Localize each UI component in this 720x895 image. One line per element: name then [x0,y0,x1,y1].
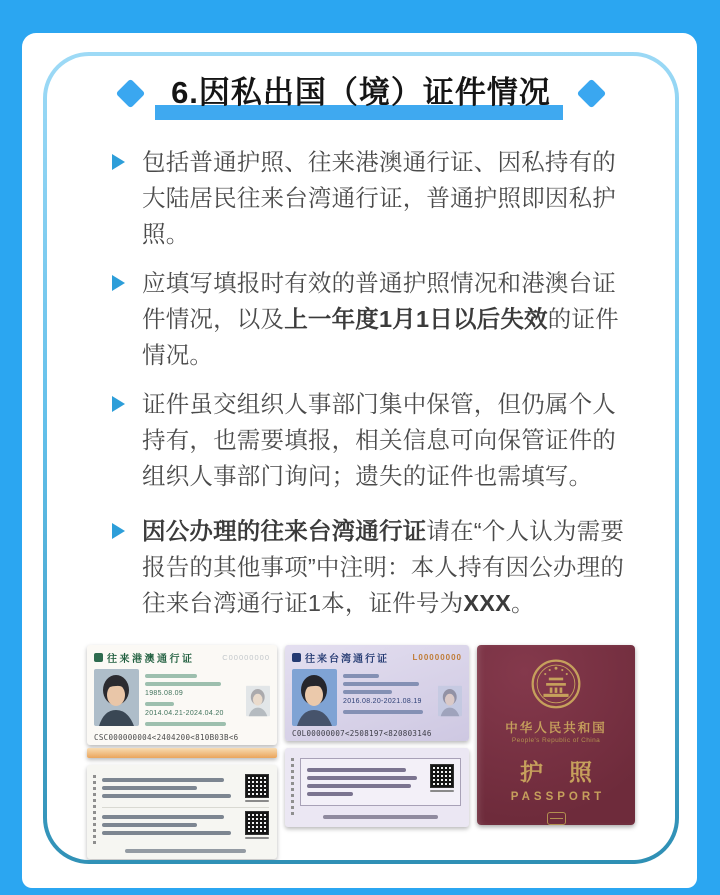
hkmo-permit-image [87,645,277,859]
bullet-text: 的证件情况。 [142,306,619,368]
diamond-icon [577,79,607,109]
bullet-text: 包括普通护照、往来港澳通行证、因私持有的大陆居民往来台湾通行证，普通护照即因私护照。 [142,149,616,247]
hkmo-mrz-line: CSC000000004<2404200<810B03B<6 [94,733,239,742]
vertical-microtext [291,758,294,815]
bullet-item [111,265,625,373]
taiwan-card-title: 往来台湾通行证 [305,654,389,665]
frame-inner [47,56,675,860]
bullet-list [47,144,675,621]
title-row [47,67,675,120]
hkmo-endorsement-page [87,765,277,859]
info-line [145,722,226,726]
bullet-text: 应填写填报时有效的普通护照情况和港澳台证件情况，以及 [142,270,616,332]
passport-cover-image [477,645,635,825]
hkmo-card-edge [87,748,277,758]
qr-caption-line [245,800,269,802]
rounded-frame [43,52,679,864]
info-line [307,792,353,796]
epassport-chip-icon [547,812,566,825]
national-emblem-icon [527,657,585,711]
info-line [102,794,231,798]
title-block [171,67,551,120]
passport-title-cn: 护照 [520,758,618,785]
bullet-text: 。 [511,590,535,616]
hkmo-info-fields [145,669,240,730]
taiwan-permit-card [285,645,469,741]
endorsement-entry [102,807,269,844]
qr-caption-line [245,837,269,839]
endorsement-box [300,758,461,806]
hkmo-card-number: C00000000 [222,653,270,662]
hkmo-permit-card [87,645,277,745]
info-line [307,768,406,772]
qr-code-block [245,774,269,802]
info-line [102,831,231,835]
taiwan-endorsement-page [285,748,469,827]
endorsement-caption-line [323,815,439,819]
bullet-item [111,513,625,621]
ghost-photo [246,685,270,717]
bullet-text-bold: 因公办理的往来台湾通行证 [142,518,427,544]
hkmo-validity: 2014.04.21-2024.04.20 [145,710,224,717]
taiwan-card-header [292,650,462,665]
info-line [343,682,419,686]
portrait-photo [94,669,139,726]
hkmo-birth-date: 1985.08.09 [145,690,184,697]
info-line [343,690,392,694]
info-line [307,776,417,780]
bullet-text-bold: 上一年度1月1日以后失效 [284,306,548,332]
taiwan-info-fields [343,669,432,726]
info-line [102,778,224,782]
endorsement-lines [102,774,238,802]
info-line [102,823,197,827]
taiwan-card-body [292,669,462,726]
endorsement-lines [307,764,423,800]
qr-code [430,764,454,788]
passport-country-en: People's Republic of China [511,736,601,744]
passport-country-cn: 中华人民共和国 [505,720,607,735]
qr-code-block [245,811,269,839]
diamond-icon [116,79,146,109]
page-title: 6.因私出国（境）证件情况 [171,75,551,110]
taiwan-mrz-line: C0L00000007<2508197<820803146 [292,729,432,738]
national-emblem-icon [292,653,301,662]
documents-row [47,645,675,859]
bullet-item [111,386,625,494]
qr-code-block [430,764,454,792]
hkmo-card-body [94,669,270,730]
taiwan-permit-image [285,645,469,827]
hkmo-card-header [94,650,270,665]
info-line [145,702,174,706]
qr-code [245,774,269,798]
qr-caption-line [430,790,454,792]
bullet-arrow-icon [112,396,125,412]
info-line [145,674,197,678]
info-line [307,784,411,788]
national-emblem-icon [94,653,103,662]
passport-title-en: PASSPORT [510,790,606,803]
bullet-text: 请在“个人认为需要报告的其他事项”中注明：本人持有因公办理的往来台湾通行证1本，证件号为 [142,518,625,616]
bullet-arrow-icon [112,523,125,539]
info-line [343,710,423,714]
bullet-item [111,144,625,252]
info-line [102,815,224,819]
endorsement-lines [102,811,238,839]
endorsement-caption-line [125,849,245,853]
taiwan-card-number: L00000000 [412,653,462,662]
content-card [22,33,697,888]
bullet-text: 证件虽交组织人事部门集中保管，但仍属个人持有，也需要填报，相关信息可向保管证件的组织人事部门询问；遗失的证件也需填写。 [142,391,616,489]
qr-code [245,811,269,835]
info-line [145,682,221,686]
bullet-arrow-icon [112,275,125,291]
info-line [102,786,197,790]
info-line [343,674,379,678]
ghost-photo [438,685,462,717]
taiwan-validity: 2016.08.20-2021.08.19 [343,698,422,705]
hkmo-card-title: 往来港澳通行证 [107,654,195,665]
bullet-text-bold: XXX [463,590,511,616]
endorsement-entry [102,771,269,807]
bullet-arrow-icon [112,154,125,170]
vertical-microtext [93,775,96,847]
portrait-photo [292,669,337,726]
